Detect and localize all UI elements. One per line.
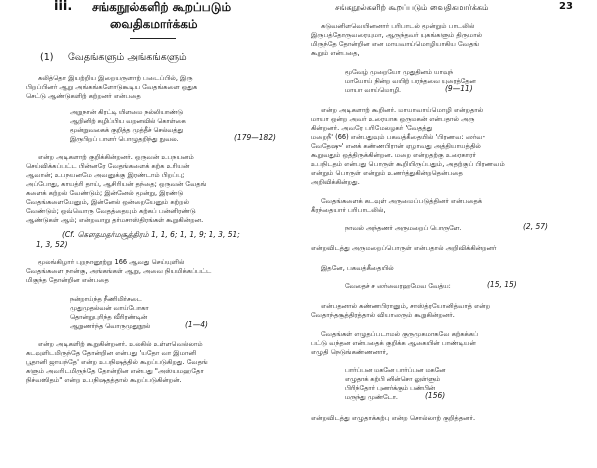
para-line: வேதங்கள் எழுதப்படாமல் குருமுகமாகவே கற்கக்கப் [321, 330, 478, 338]
para-line: அறிவிக்கின்றது. [311, 178, 360, 186]
section-number: (1) [40, 52, 54, 63]
para-line: என்ற அடிகளிற் கூறுகின்றனர். உலகில் உள்ளவெல்லாம் [38, 340, 203, 348]
para-line: வேதங்களையேனும், இன்னேல் ஒன்றையேனும் கற்றல் [26, 198, 190, 206]
para-line: உபநிடதம் என்பது பொருள் கூறியிருப்பதும், அதற்குப் பிரணவம் [311, 160, 505, 168]
verse-line: நாவல் அந்தணர் அருமறைப் பொருளே. [345, 224, 462, 232]
verse-line: மருந்து முண்டோ. [345, 393, 398, 401]
para-line: இருபத்தோருவரையுமா, ஆருந்தவர் யுகங்களும் திருமால் [311, 31, 483, 39]
title-rule [130, 38, 176, 39]
para-line: செட்டு ஆண்டுகளிற் கற்றனர் என்பதை [26, 92, 141, 100]
verse-reference: (179—182) [234, 133, 276, 142]
para-line: கீரந்தையார் பரிபாடலில், [311, 206, 386, 214]
verse-line: மாயா வாய்மொழி. [345, 86, 402, 94]
para-line: என்றவிடத்து எழுதாக்கற்பு என்ற சொல்லாற் குறித்தனர். [311, 414, 476, 422]
para-line: பூதானி ஜாயந்தே' என்ற உபநிஷத்தில் கூறப்படுகிறது. வேதங் [26, 358, 208, 366]
running-head: சங்கநூல்களிற் கூறப்படும் வைதிகமார்க்கம் [335, 3, 489, 12]
chapter-number: iii. [54, 0, 73, 14]
verse-line: வேதைச் ச ஸர்வைரஹமேவ வேத்ய: [345, 282, 451, 290]
verse-line: எழுதாக் கற்பி னின்சொ லுள்ளும் [345, 375, 441, 383]
verse-line: பிரிந்தோர் புணர்க்கும் பண்பின் [345, 384, 435, 392]
para-line: கடவுளிடமிருந்தே தோன்றின என்பது 'யதோ வா இமானி [26, 349, 197, 357]
para-line: கலித்தொ இயற்றிய இறையருளாற் படைப்பில், இரு [38, 74, 193, 82]
para-line: ஆண்டுகள் ஆம்; என்றவாறு தர்மசாஸ்திரங்கள் கூறுகின்றன. [26, 216, 204, 224]
para-line: களும் அவரிடமிருந்தே தோன்றின என்பது "அஸ்யமஹதோ [26, 367, 204, 375]
verse-line: முதுமுதல்வன் வாய்போகா [70, 304, 149, 312]
para-line: கின்றனர். அவரே பரிமேலழகர் 'வேதத்து [311, 124, 433, 132]
chapter-title-line-2: வைதிகமார்க்கம் [110, 17, 198, 31]
verse-reference: (2, 57) [523, 222, 548, 231]
para-line: என்பதனால் கண்ணபிரானும், சாஸ்த்ரயோனித்வாத் என்ற [321, 302, 491, 310]
para-line: மிருந்தே தோன்றின என மாயவாய்மொழியாகிய வேதங் [311, 40, 480, 48]
verse-line: மூவேழ் முறையோ முதுதினம் யாவுந் [345, 68, 454, 76]
para-line: களைக் கற்றல் வேண்டும்; இன்னேல் மூன்று, இரண்டு [26, 189, 184, 197]
para-line: என்றும் பொருள் என்றும் உணர்த்துகின்றதென்பதை [311, 169, 463, 177]
verse-reference: (9—11) [445, 84, 473, 93]
para-line: எழுதி நெடுங்கண்ணனார், [311, 348, 389, 356]
page-number: 23 [559, 1, 573, 12]
para-line: அப்போது, காயத்ரி தாய், ஆசிரியன் தந்தை; ஒருவன் வேதங் [26, 180, 207, 188]
para-line: ஆவான்; உபநயனமே அவனுக்கு இரண்டாம் பிறப்பு; [26, 171, 185, 179]
verse-line: மாயோய் நின்ற வயிற் பரந்தவை யுரைத்தேன [345, 77, 476, 85]
verse-reference: (15, 15) [487, 280, 517, 289]
para-line: கூறுவதும் ஒத்திருக்கின்றன. மறை என்றதற்கு உரைகாரர் [311, 151, 476, 159]
para-line: என்ற அடிகளாற் கூறினர். மாயாவாய்மொழி என்றதால் [321, 106, 484, 114]
verse-line: பார்ப்பன மகனே பார்ப்பன மகனே [345, 366, 446, 374]
citation-continued: 1, 3, 52) [36, 240, 68, 249]
verse-line: மூன்றுவகைக் குறித்த முத்தீச் செல்வத்து [70, 126, 184, 134]
section-title: வேதங்களும் அங்கங்களும் [68, 52, 187, 63]
para-line: கடுவனிளவெயினனார் பரிபாடல் மூன்றும் பாடலில் [321, 22, 475, 30]
para-line: மறைநீ' (66) என்பதுவும் பகவத்கீதையில் 'பிரணவ: ஸர்வ- [311, 133, 485, 141]
verse-reference: (1—4) [185, 320, 208, 329]
para-line: பிறப்பினர் ஆறு அங்கங்களோடுகூடிய வேதங்களை ஒதுக [26, 83, 198, 91]
verse-line: ஆறினிற் கழிப்பிய வறனவில் கொள்கை [70, 117, 186, 125]
para-line: கூறும் என்பதை, [311, 49, 360, 57]
verse-line: இருபிறப் பாளர் பொழுதறிந்து நுவல. [70, 135, 179, 143]
para-line: இதனே, பகவத்கீதையில் [321, 264, 394, 272]
verse-line: அறுநான் கிரட்டி யிளமை நல்லியாண்டு [70, 108, 183, 116]
para-line: மூலங்கிழார் புறநானூற்று 166 ஆவது செய்யுளில் [38, 258, 185, 266]
para-line: வேதேஷு' எனக் கண்ணபிரான் ஏழாவது அத்தியாயத்தில் [311, 142, 481, 150]
para-line: வேதங்களை நான்கு, அங்கங்கள் ஆறு, அவை நியமிக்கப்பட்ட [26, 267, 212, 275]
para-line: மாயா ஒன்ற அவர் உரையாக ஒருமகன் என்பதால் அரு [311, 115, 475, 123]
para-line: வேதங்களைக் கடவுள் அருமைப்படுத்தினர் என்பதைக் [321, 197, 483, 205]
verse-line: தொன்றுபுரிந்த வீரிரண்டின் [70, 313, 148, 321]
para-line: பட்டு வந்தன என்பதைக் குறிக்க ஆகையின் பாண்டியன் [311, 339, 476, 347]
verse-line: ஆறுணர்ந்த வொருமுதுநூல் [70, 322, 151, 330]
para-line: என்ற அடிகளாற் குறிக்கின்றனர். ஒருவன் உபநயனம் [38, 153, 194, 161]
verse-line: நன்றாய்ந்த நீணிமிர்சடை [70, 295, 142, 303]
para-line: நிச்வஸிதம்" என்ற உபநிஷதத்தால் கூறப்படுகின்றன். [26, 376, 182, 384]
verse-reference: (156) [425, 391, 446, 400]
chapter-title-line-1: சங்கநூல்களிற் கூறப்படும் [92, 0, 232, 14]
para-line: மிகுந்த தோன்றின என்பதை [26, 276, 109, 284]
para-line: வேண்டும்; ஒவ்வொரு வேதத்தையும் கற்கப் பன்னிரண்டு [26, 207, 196, 215]
para-line: வேதாந்தசூத்திரத்தால் வியாஸரும் கூறுகின்றனர். [311, 311, 455, 319]
para-line: செய்விக்கப்பட்ட பின்னரே வேதங்களைக் கற்க உரியன் [26, 162, 190, 170]
citation: (Cf. கௌதமதர்மசூத்திரம் 1, 1, 6; 1, 1, 9; 1, 3, 51; [62, 230, 240, 239]
para-line: என்றவிடத்து அருமறைப்பொருள் என்பதால் அறிவிக்கின்றனர் [311, 244, 497, 252]
